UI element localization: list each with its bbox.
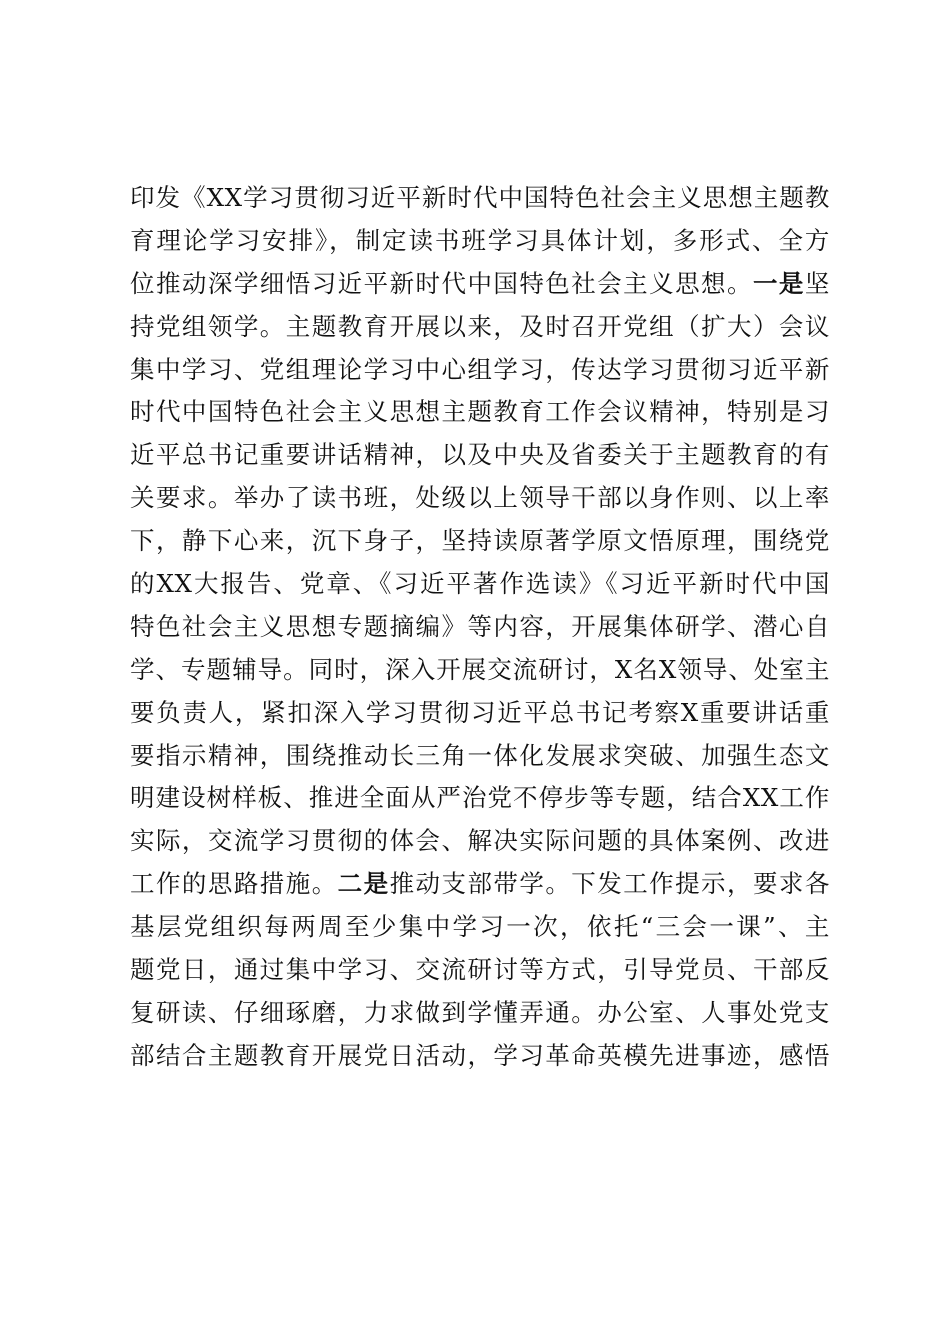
text-line: 部结合主题教育开展党日活动，学习革命英模先进事迹，感悟	[130, 1040, 830, 1070]
text-line: 印发《XX学习贯彻习近平新时代中国特色社会主义思想主题教	[130, 183, 830, 212]
text-line: 要指示精神，围绕推动长三角一体化发展求突破、加强生态文	[130, 740, 830, 770]
text-line: 集中学习、党组理论学习中心组学习，传达学习贯彻习近平新	[130, 354, 830, 384]
text-line: 关要求。举办了读书班，处级以上领导干部以身作则、以上率	[130, 483, 830, 513]
emphasis-label: 二是	[337, 869, 390, 899]
text-line: 明建设树样板、推进全面从严治党不停步等专题，结合XX工作	[130, 783, 830, 813]
text-line: 近平总书记重要讲话精神，以及中央及省委关于主题教育的有	[130, 440, 830, 470]
text-line: 工作的思路措施。二是推动支部带学。下发工作提示，要求各	[130, 869, 830, 899]
text-line: 题党日，通过集中学习、交流研讨等方式，引导党员、干部反	[130, 955, 830, 985]
text-line: 基层党组织每两周至少集中学习一次，依托“三会一课”、主	[130, 912, 830, 942]
emphasis-label: 一是	[752, 268, 805, 298]
text-line: 的XX大报告、党章、《习近平著作选读》《习近平新时代中国	[130, 569, 830, 599]
text-line: 实际，交流学习贯彻的体会、解决实际问题的具体案例、改进	[130, 826, 830, 856]
text-line: 要负责人，紧扣深入学习贯彻习近平总书记考察X重要讲话重	[130, 697, 830, 727]
text-line: 特色社会主义思想专题摘编》等内容，开展集体研学、潜心自	[130, 611, 830, 641]
text-line: 时代中国特色社会主义思想主题教育工作会议精神，特别是习	[130, 397, 830, 427]
text-line: 位推动深学细悟习近平新时代中国特色社会主义思想。一是坚	[130, 268, 830, 298]
text-line: 育理论学习安排》，制定读书班学习具体计划，多形式、全方	[130, 225, 830, 255]
text-line: 复研读、仔细琢磨，力求做到学懂弄通。办公室、人事处党支	[130, 997, 830, 1027]
text-line: 持党组领学。主题教育开展以来，及时召开党组（扩大）会议	[130, 311, 830, 341]
body-paragraph	[130, 177, 830, 1078]
text-line: 学、专题辅导。同时，深入开展交流研讨，X名X领导、处室主	[130, 654, 830, 684]
text-line: 下，静下心来，沉下身子，坚持读原著学原文悟原理，围绕党	[130, 526, 830, 556]
